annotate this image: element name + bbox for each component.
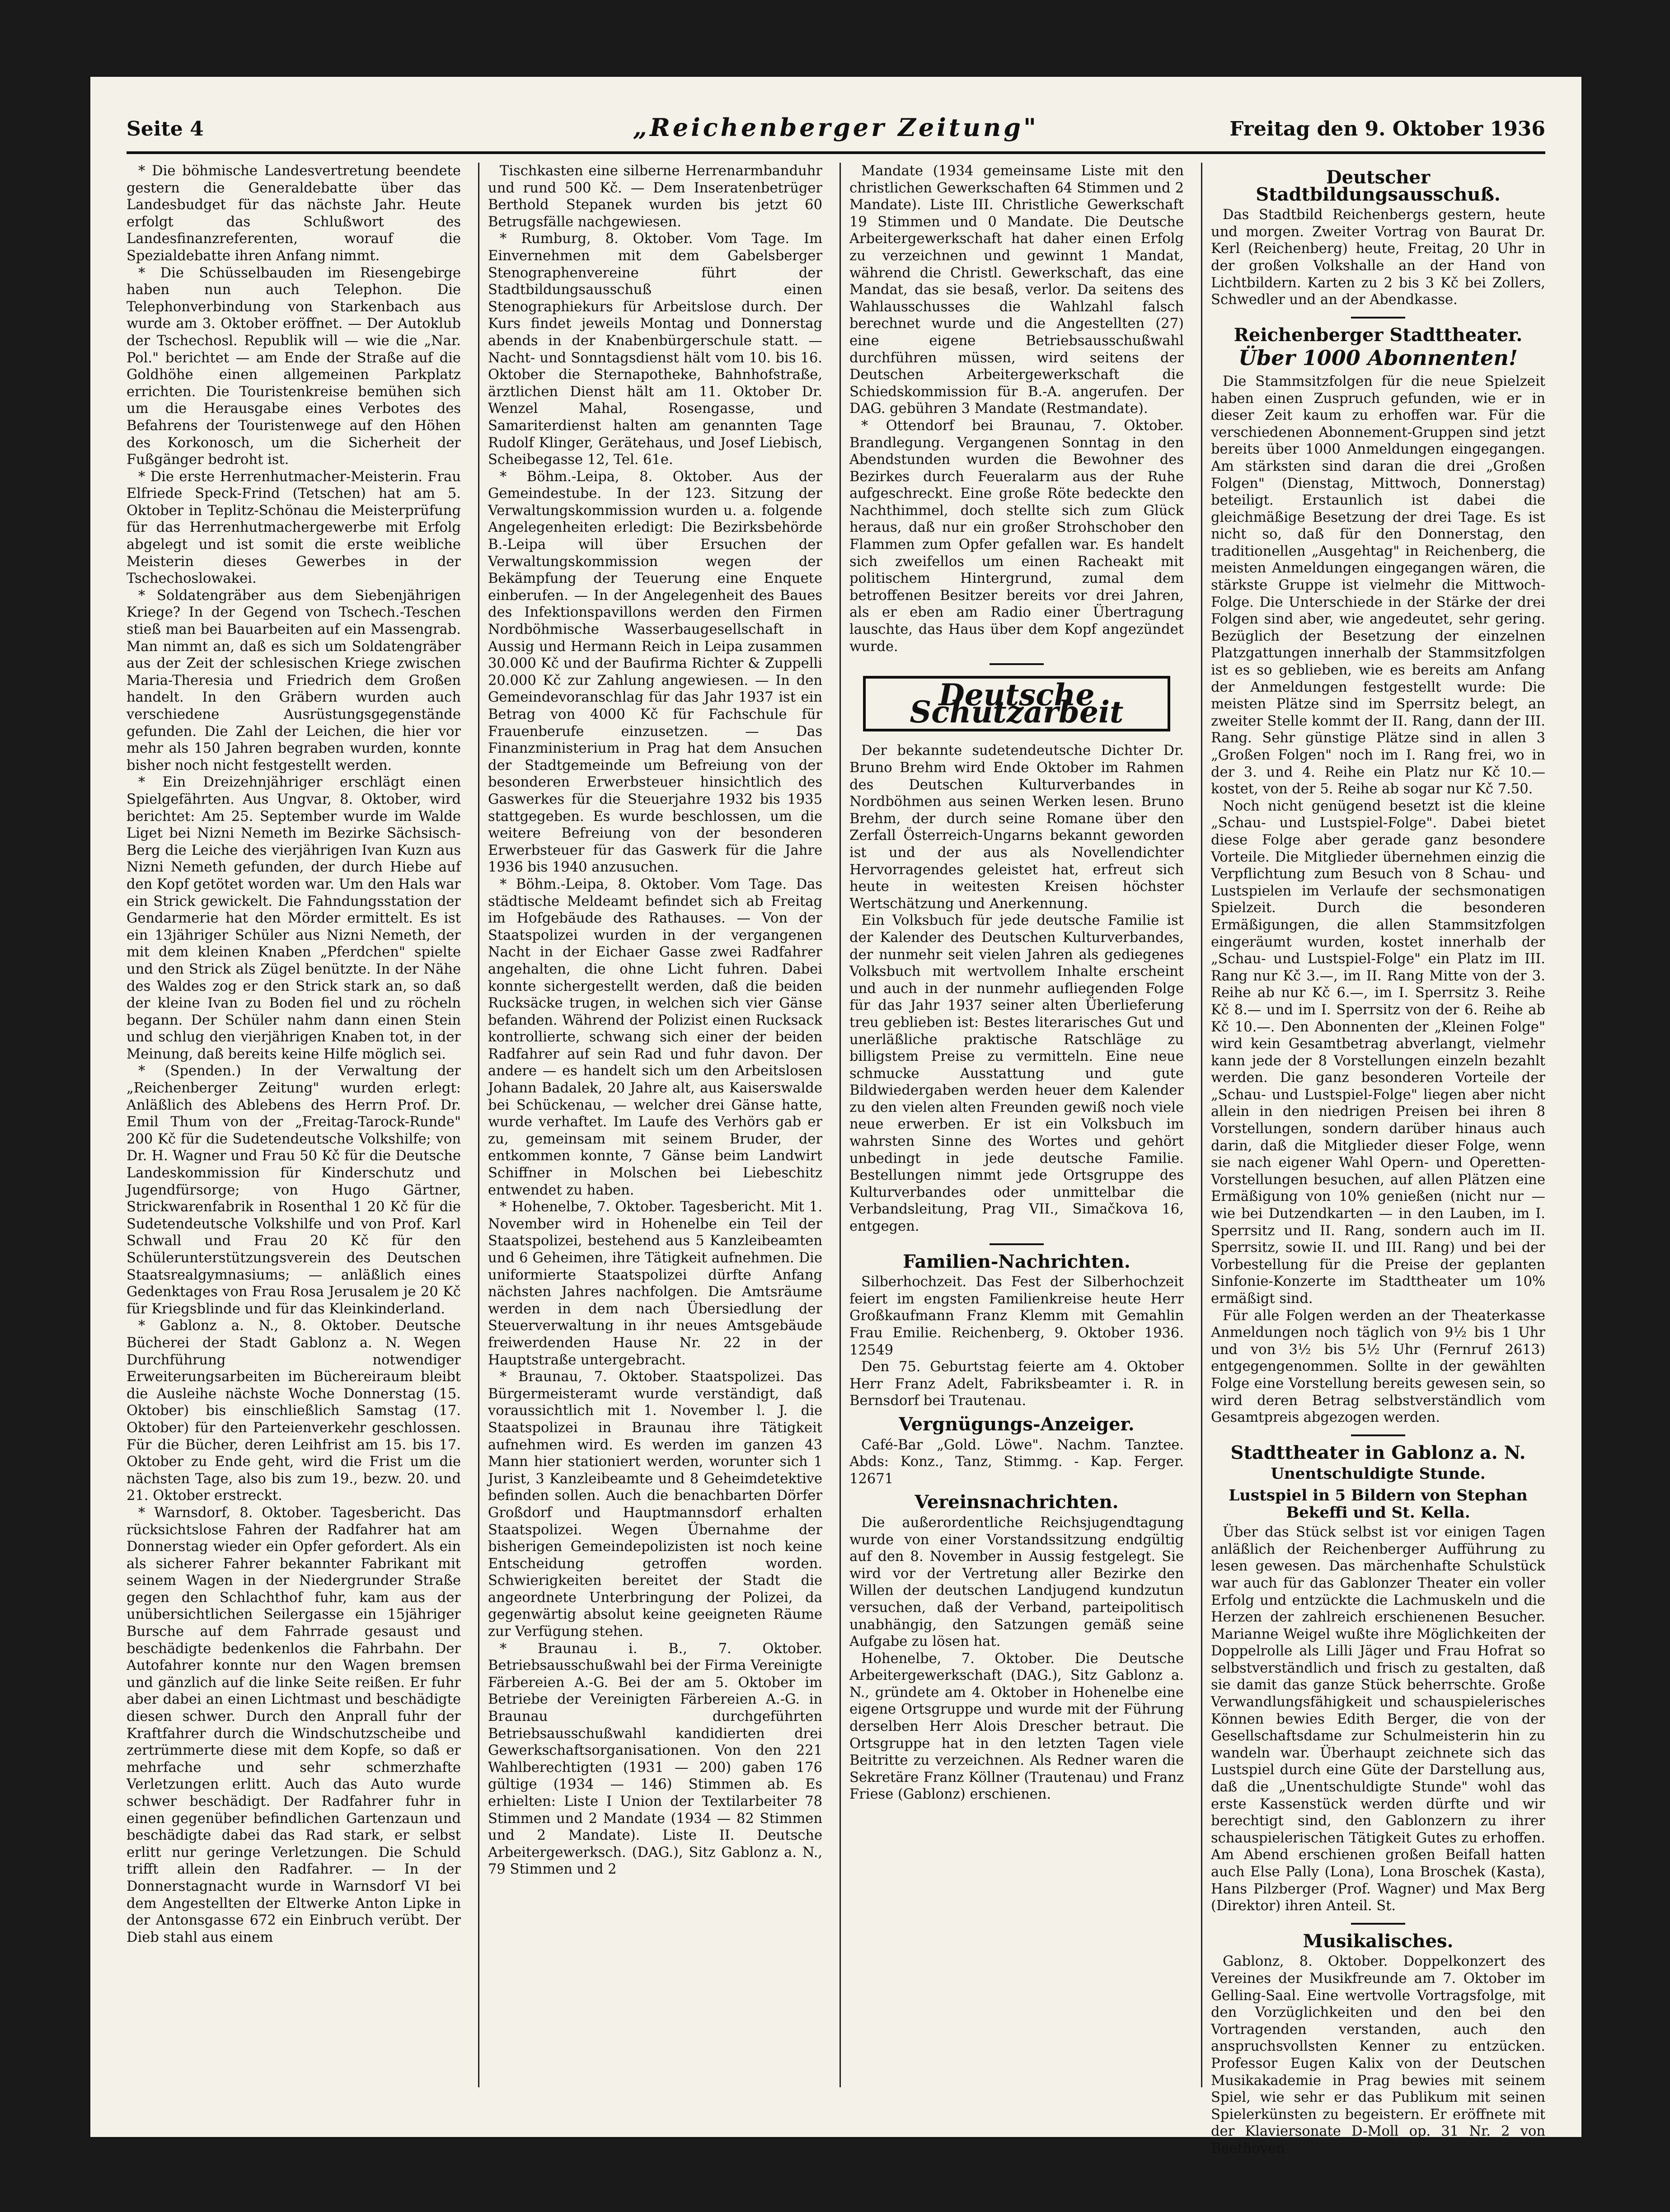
article: Mandate (1934 gemeinsame Liste mit den christlichen Gewerkschaften 64 Stimmen und 2 Mandate). Liste III. Christliche Gewerkschaft 19 Stimmen und 0 Mandate. Die Deutsche Arbeitergewerkschaft hat daher einen Erfolg zu verzeichnen und gewinnt 1 Mandat, während die Christl. Gewerkschaft, das eine Mandat, das sie besaß, verlor. Da seitens des Wahlausschusses die Wahlzahl falsch berechnet wurde und die Angestellten (27) eine eigene Betriebsausschußwahl durchführen müssen, wird seitens der Deutschen Arbeitergewerkschaft die Schiedskommission für B.-A. angerufen. Der DAG. gebühren 3 Mandate (Restmandate). (849, 163, 1184, 417)
notice: Das Stadtbild Reichenbergs gestern, heute und morgen. Zweiter Vortrag von Baurat Dr. Kerl (Reichenberg) heute, Freitag, 20 Uhr in der großen Volkshalle an der Hand von Lichtbildern. Karten zu 2 bis 3 Kč bei Zollers, Schwedler und an der Abendkasse. (1211, 207, 1545, 308)
article: Der bekannte sudetendeutsche Dichter Dr. Bruno Brehm wird Ende Oktober im Rahmen des Deutschen Kulturverbandes in Nordböhmen aus seinen Werken lesen. Bruno Brehm, der durch seine Romane über den Zerfall Österreich-Ungarns bekannt geworden ist und der aus als Novellendichter Hervorragendes geleistet hat, erfreut sich heute in weitesten Kreisen höchster Wertschätzung und Anerkennung. (849, 743, 1184, 912)
article: * Rumburg, 8. Oktober. Vom Tage. Im Einvernehmen mit dem Gabelsberger Stenographenvereine führt der Stadtbildungsausschuß einen Stenographiekurs für Arbeitslose durch. Der Kurs findet jeweils Montag und Donnerstag abends in der Knabenbürgerschule statt. — Nacht- und Sonntagsdienst hält vom 10. bis 16. Oktober die Sternapotheke, Bahnhofstraße, ärztlichen Dienst hält am 11. Oktober Dr. Wenzel Mahal, Rosengasse, und Samariterdienst halten am genannten Tage Rudolf Klinger, Gerätehaus, und Josef Liebisch, Scheibegasse 12, Tel. 61e. (488, 231, 822, 468)
section-heading: Stadttheater in Gablonz a. N. (1230, 1442, 1526, 1463)
article: * Hohenelbe, 7. Oktober. Tagesbericht. Mit 1. November wird in Hohenelbe ein Teil der Staatspolizei, bestehend aus 5 Kanzleibeamten und 6 Geheimen, ihre Tätigkeit aufnehmen. Die uniformierte Staatspolizei dürfte Anfang nächsten Jahres nachfolgen. Die Amtsräume werden in dem nach Übersiedlung der Steuerverwaltung in ihr neues Amtsgebäude freiwerdenden Hause Nr. 22 in der Hauptstraße untergebracht. (488, 1199, 822, 1368)
article: Über das Stück selbst ist vor einigen Tagen anläßlich der Reichenberger Aufführung zu lesen gewesen. Das märchenhafte Schulstück war auch für das Gablonzer Theater ein voller Erfolg und entzückte die Lachmuskeln und die Herzen der zahlreich erschienenen Besucher. Marianne Weigel wußte ihre Möglichkeiten der Doppelrolle als Lilli Jäger und Frau Hofrat so selbstverständlich und frisch zu gestalten, daß sie damit das ganze Stück beherrschte. Große Verwandlungsfähigkeit und schauspielerisches Können bewies Edith Berger, die von der Gesellschaftsdame zur Schulmeisterin hin zu wandeln war. Überhaupt zeichnete sich das Lustspiel durch eine Güte der Darstellung aus, daß die „Unentschuldigte Stunde" wohl das erste Kassenstück werden dürfte und wir berechtigt sind, den Gablonzern zu ihrer schauspielerischen Tätigkeit Gutes zu erhoffen. Am Abend erschienen großen Beifall hatten auch Else Pally (Lona), Lona Broschek (Kasta), Hans Pilzberger (Prof. Wagner) und Max Berg (Direktor) ihren Anteil. St. (1211, 1524, 1545, 1914)
notice: Den 75. Geburtstag feierte am 4. Oktober Herr Franz Adelt, Fabriksbeamter i. R. in Bernsdorf bei Trautenau. (849, 1359, 1184, 1409)
column-divider (840, 163, 841, 2087)
page-number: Seite 4 (127, 117, 204, 141)
article: Für alle Folgen werden an der Theaterkasse Anmeldungen noch täglich von 9½ bis 1 Uhr und von 3½ bis 5½ Uhr (Fernruf 2613) entgegengenommen. Sollte in der gewählten Folge eine Vorstellung bereits gewesen sein, so wird deren Betrag selbstverständlich vom Gesamtpreis abgezogen werden. (1211, 1308, 1545, 1426)
section-heading: Vereinsnachrichten. (915, 1491, 1119, 1513)
article: * Die böhmische Landesvertretung beendete gestern die Generaldebatte über das Landesbudget für das nächste Jahr. Heute erfolgt das Schlußwort des Landesfinanzreferenten, worauf die Spezialdebatte ihren Anfang nimmt. (127, 163, 461, 264)
newspaper-page (90, 77, 1581, 2156)
column-4 (1211, 163, 1545, 2156)
article: * Ottendorf bei Braunau, 7. Oktober. Brandlegung. Vergangenen Sonntag in den Abendstunden wurden die Bewohner des Bezirkes durch Feueralarm aus der Ruhe aufgeschreckt. Eine große Röte bedeckte den Nachthimmel, doch stellte sich zum Glück heraus, daß nur ein großer Strohschober den Flammen zum Opfer gefallen war. Es handelt sich zweifellos um einen Racheakt mit politischem Hintergrund, zumal dem betroffenen Besitzer bereits vor drei Jahren, als er eben am Radio einer Übertragung lauschte, das Haus über dem Kopf angezündet wurde. (849, 417, 1184, 655)
sub-heading: Unentschuldigte Stunde. (1271, 1465, 1486, 1483)
section-box-heading: Deutsche Schutzarbeit (863, 676, 1170, 731)
separator (990, 663, 1044, 665)
article: * (Spenden.) In der Verwaltung der „Reichenberger Zeitung" wurden erlegt: Anläßlich des Ablebens des Herrn Prof. Dr. Emil Thum von der „Freitag-Tarock-Runde" 200 Kč für die Sudetendeutsche Volkshilfe; von Dr. H. Wagner und Frau 50 Kč für die Deutsche Landeskommission für Kinderschutz und Jugendfürsorge; von Hugo Gärtner, Strickwarenfabrik in Rosenthal 1 20 Kč für die Sudetendeutsche Volkshilfe und von Prof. Karl Schwall und Frau 20 Kč für den Schülerunterstützungsverein des Deutschen Staatsrealgymnasiums; — anläßlich eines Gedenktages von Frau Rosa Jerusalem je 20 Kč für Kriegsblinde und für das Kleinkinderland. (127, 1063, 461, 1317)
article: * Böhm.-Leipa, 8. Oktober. Aus der Gemeindestube. In der 123. Sitzung der Verwaltungskommission wurden u. a. folgende Angelegenheiten erledigt: Die Bezirksbehörde B.-Leipa will über Ersuchen der Verwaltungskommission wegen der Bekämpfung der Teuerung eine Enquete einberufen. — In der Angelegenheit des Baues des Infektionspavillons werden den Firmen Nordböhmische Wasserbaugesellschaft in Aussig und Hermann Reich in Leipa zusammen 30.000 Kč und der Baufirma Richter & Zuppelli 20.000 Kč zur Zahlung angewiesen. — In den Gemeindevoranschlag für das Jahr 1937 ist ein Betrag von 4000 Kč für Fachschule für Frauenberufe einzusetzen. — Das Finanzministerium in Prag hat dem Ansuchen der Stadtgemeinde um Befreiung von der besonderen Erwerbsteuer hinsichtlich des Gaswerkes für die Steuerjahre 1932 bis 1935 stattgegeben. Es wurde beschlossen, um die weitere Befreiung von der besonderen Erwerbsteuer für das Gaswerk für die Jahre 1936 bis 1940 anzusuchen. (488, 469, 822, 876)
column-divider (478, 163, 479, 2087)
article: * Die Schüsselbauden im Riesengebirge haben nun auch Telephon. Die Telephonverbindung von Starkenbach aus wurde am 3. Oktober eröffnet. — Der Autoklub der Tschechosl. Republik will — wie die „Nar. Pol." berichtet — am Ende der Straße auf die Goldhöhe einen allgemeinen Parkplatz errichten. Die Touristenkreise bemühen sich um die Herausgabe eines Verbotes des Befahrens der Touristenwege auf den Höhen des Korkonosch, um die Sicherheit der Fußgänger bedroht ist. (127, 265, 461, 468)
separator (990, 1243, 1044, 1245)
separator (1351, 1434, 1405, 1436)
section-heading: Vergnügungs-Anzeiger. (899, 1413, 1135, 1435)
header-rule (127, 151, 1545, 154)
article: * Böhm.-Leipa, 8. Oktober. Vom Tage. Das städtische Meldeamt befindet sich ab Freitag im Hofgebäude des Rathauses. — Von der Staatspolizei wurden in der vergangenen Nacht in der Eichaer Gasse zwei Radfahrer angehalten, die ohne Licht fuhren. Dabei konnte sichergestellt werden, daß die beiden Rucksäcke trugen, in welchen sich vier Gänse befanden. Während der Polizist einen Rucksack kontrollierte, schwang sich einer der beiden Radfahrer auf sein Rad und fuhr davon. Der andere — es handelt sich um den Arbeitslosen Johann Badalek, 20 Jahre alt, aus Kaiserswalde bei Schückenau, — welcher drei Gänse hatte, wurde verhaftet. Im Laufe des Verhörs gab er zu, gemeinsam mit seinem Bruder, der entkommen konnte, 7 Gänse beim Landwirt Schiffner in Molschen bei Liebeschitz entwendet zu haben. (488, 876, 822, 1198)
section-heading: Reichenberger Stadttheater. (1234, 324, 1523, 346)
article: Gablonz, 8. Oktober. Doppelkonzert des Vereines der Musikfreunde am 7. Oktober im Gelling-Saal. Eine wertvolle Vortragsfolge, mit den Vorzüglichkeiten und den bei den Vortragenden verstanden, auch den anspruchsvollsten Kenner zu entzücken. Professor Eugen Kalix von der Deutschen Musikakademie in Prag bewies mit seinem Spiel, wie sehr er das Publikum mit seinen Spielerkünsten zu begeistern. Er eröffnete mit der Klaviersonate D-Moll op. 31 Nr. 2 von Beethoven (1211, 1954, 1545, 2156)
column-3 (849, 163, 1184, 2087)
notice: Silberhochzeit. Das Fest der Silberhochzeit feiert im engsten Familienkreise heute Herr Großkaufmann Franz Klemm mit Gemahlin Frau Emilie. Reichenberg, 9. Oktober 1936. 12549 (849, 1274, 1184, 1358)
notice: Café-Bar „Gold. Löwe". Nachm. Tanztee. Abds: Konz., Tanz, Stimmg. - Kap. Ferger. 12671 (849, 1437, 1184, 1487)
article: Noch nicht genügend besetzt ist die kleine „Schau- und Lustspiel-Folge". Dabei bietet diese Folge aber gerade ganz besondere Vorteile. Die Mitglieder übernehmen einzig die Verpflichtung zum Besuch von 8 Schau- und Lustspielen im Verlaufe der sechsmonatigen Spielzeit. Durch die besonderen Ermäßigungen, die allen Stammsitzfolgen eingeräumt wurden, kostet innerhalb der „Schau- und Lustspiel-Folge" ein Platz im III. Rang nur Kč 3.—, im II. Rang Mitte von der 3. Reihe ab nur Kč 6.—, im I. Sperrsitz 3. Reihe Kč 8.— und im I. Sperrsitz von der 6. Reihe ab Kč 10.—. Den Abonnenten der „Kleinen Folge" wird kein Gesamtbetrag abverlangt, vielmehr kann jede der 8 Vorstellungen einzeln bezahlt werden. Die ganz besonderen Vorteile der „Schau- und Lustspiel-Folge" liegen aber nicht allein in den niedrigen Preisen bei ihren 8 Vorstellungen, sondern darüber hinaus auch darin, daß die Mitglieder dieser Folge, wenn sie nach eigener Wahl Opern- und Operetten-Vorstellungen besuchen, auf allen Plätzen eine Ermäßigung von 10% genießen (nicht nur — wie bei Dutzendkarten — in den Lauben, im I. Sperrsitz und II. Rang, sondern auch im II. Sperrsitz, sowie II. und III. Rang) und bei der Vorbestellung für die Preise der geplanten Sinfonie-Konzerte im Stadttheater um 10% ermäßigt sind. (1211, 798, 1545, 1307)
article: * Braunau, 7. Oktober. Staatspolizei. Das Bürgermeisteramt wurde verständigt, daß voraussichtlich mit 1. November l. J. die Staatspolizei in Braunau ihre Tätigkeit aufnehmen wird. Es werden im ganzen 43 Mann hier stationiert werden, worunter sich 1 Jurist, 3 Kanzleibeamte und 8 Geheimdetektive befinden sollen. Auch die benachbarten Dörfer Großdorf und Hauptmannsdorf erhalten Staatspolizei. Wegen Übernahme der bisherigen Gemeindepolizisten ist noch keine Entscheidung getroffen worden. Schwierigkeiten bereitet der Stadt die angeordnete Unterbringung der Polizei, da gegenwärtig absolut keine geeigneten Räume zur Verfügung stehen. (488, 1369, 822, 1640)
article: * Braunau i. B., 7. Oktober. Betriebsausschußwahl bei der Firma Vereinigte Färbereien A.-G. Bei der am 5. Oktober im Betriebe der Vereinigten Färbereien A.-G. in Braunau durchgeführten Betriebsausschußwahl kandidierten drei Gewerkschaftsorganisationen. Von den 221 Wahlberechtigten (1931 — 200) gaben 176 gültige (1934 — 146) Stimmen ab. Es erhielten: Liste I Union der Textilarbeiter 78 Stimmen und 2 Mandate (1934 — 82 Stimmen und 2 Mandate). Liste II. Deutsche Arbeitergewerksch. (DAG.), Sitz Gablonz a. N., 79 Stimmen und 2 (488, 1640, 822, 1878)
column-1 (127, 163, 461, 2087)
article: Ein Volksbuch für jede deutsche Familie ist der Kalender des Deutschen Kulturverbandes, der nunmehr seit vielen Jahren als gediegenes Volksbuch mit wertvollem Inhalte erscheint und auch in der nunmehr aufliegenden Folge für das Jahr 1937 seiner alten Überlieferung treu geblieben ist: Bestes literarisches Gut und unerläßliche praktische Ratschläge zu billigstem Preise zu vermitteln. Eine neue schmucke Ausstattung und gute Bildwiedergaben werden heuer dem Kalender zu den vielen alten Freunden gewiß noch viele neue erwerben. Er ist ein Volksbuch im wahrsten Sinne des Wortes und gehört unbedingt in jede deutsche Familie. Bestellungen nimmt jede Ortsgruppe des Kulturverbandes oder unmittelbar die Verbandsleitung, Prag VII., Simačkova 16, entgegen. (849, 913, 1184, 1235)
page-header (127, 108, 1545, 149)
notice: Die außerordentliche Reichsjugendtagung wurde von einer Vorstandssitzung endgültig auf den 8. November in Aussig festgelegt. Sie wird vor der Vertretung aller Bezirke den Willen der deutschen Landjugend kundzutun versuchen, daß der Verband, parteipolitisch unabhängig, den Satzungen gemäß seine Aufgabe zu lösen hat. (849, 1514, 1184, 1650)
issue-date: Freitag den 9. Oktober 1936 (1229, 117, 1545, 141)
article: * Soldatengräber aus dem Siebenjährigen Kriege? In der Gegend von Tschech.-Teschen stieß man bei Bauarbeiten auf ein Massengrab. Man nimmt an, daß es sich um Soldatengräber aus der Zeit der schlesischen Kriege zwischen Maria-Theresia und Friedrich dem Großen handelt. In den Gräbern wurden auch verschiedene Ausrüstungsgegenstände gefunden. Die Zahl der Leichen, die hier vor mehr als 150 Jahren begraben wurden, konnte bisher noch nicht festgestellt werden. (127, 587, 461, 773)
separator (1351, 317, 1405, 319)
masthead: „Reichenberger Zeitung" (633, 113, 1039, 142)
article: * Warnsdorf, 8. Oktober. Tagesbericht. Das rücksichtslose Fahren der Radfahrer hat am Donnerstag wieder ein Opfer gefordert. Als ein als sicherer Fahrer bekannter Fabrikant mit seinem Wagen in der Niedergrunder Straße gegen den Schlachthof fuhr, kam aus der unübersichtlichen Seilergasse ein 15jähriger Bursche auf dem Fahrrade gesaust und beschädigte bedenkenlos die Fahrbahn. Der Autofahrer konnte nur den Wagen bremsen und gänzlich auf die linke Seite reißen. Er fuhr aber dabei an einen Lichtmast und beschädigte diesen schwer. Durch den Anprall fuhr der Kraftfahrer durch die Windschutzscheibe und zertrümmerte diese mit dem Kopfe, so daß er mehrfache und sehr schmerzhafte Verletzungen erlitt. Auch das Auto wurde schwer beschädigt. Der Radfahrer fuhr in einen gegenüber befindlichen Gartenzaun und beschädigte dabei das Rad stark, er selbst erlitt nur geringe Verletzungen. Die Schuld trifft allein den Radfahrer. — In der Donnerstagnacht wurde in Warnsdorf VI bei dem Angestellten der Eltwerke Anton Lipke in der Antonsgasse 672 ein Einbruch verübt. Der Dieb stahl aus einem (127, 1504, 461, 1945)
section-heading: Musikalisches. (1303, 1930, 1454, 1952)
article: * Gablonz a. N., 8. Oktober. Deutsche Bücherei der Stadt Gablonz a. N. Wegen Durchführung notwendiger Erweiterungsarbeiten im Büchereiraum bleibt die Ausleihe nächste Woche Donnerstag (15. Oktober) bis einschließlich Samstag (17. Oktober) für den Parteienverkehr geschlossen. Für die Bücher, deren Leihfrist am 15. bis 17. Oktober zu Ende geht, wird die Frist um die nächsten Tage, also bis zum 19., bezw. 20. und 21. Oktober erstreckt. (127, 1318, 461, 1504)
section-heading: Familien-Nachrichten. (903, 1251, 1131, 1272)
article: * Die erste Herrenhutmacher-Meisterin. Frau Elfriede Speck-Frind (Tetschen) hat am 5. Oktober in Teplitz-Schönau die Meisterprüfung für das Herrenhutmachergewerbe mit Erfolg abgelegt und ist somit die erste weibliche Meisterin dieses Gewerbes in der Tschechoslowakei. (127, 469, 461, 587)
notice: Hohenelbe, 7. Oktober. Die Deutsche Arbeitergewerkschaft (DAG.), Sitz Gablonz a. N., gründete am 4. Oktober in Hohenelbe eine eigene Ortsgruppe und wurde mit der Führung derselben Herr Alois Drescher betraut. Die Ortsgruppe hat in den letzten Tagen viele Beitritte zu verzeichnen. Als Redner waren die Sekretäre Franz Köllner (Trautenau) und Franz Friese (Gablonz) erschienen. (849, 1650, 1184, 1803)
article: Tischkasten eine silberne Herrenarmbanduhr und rund 500 Kč. — Dem Inseratenbetrüger Berthold Stepanek wurden bis jetzt 60 Betrugsfälle nachgewiesen. (488, 163, 822, 230)
separator (1351, 1923, 1405, 1925)
section-heading: Deutscher Stadtbildungsausschuß. (1256, 167, 1501, 205)
column-2 (488, 163, 822, 2087)
column-divider (1201, 163, 1202, 2087)
sub-heading: Lustspiel in 5 Bildern von Stephan Bekeffi und St. Kella. (1229, 1486, 1528, 1522)
article: * Ein Dreizehnjähriger erschlägt einen Spielgefährten. Aus Ungvar, 8. Oktober, wird berichtet: Am 25. September wurde im Walde Liget bei Nizni Nemeth im Bezirke Sächsisch-Berg die Leiche des vierjährigen Ivan Kuzn aus Nizni Nemeth gefunden, der durch Hiebe auf den Kopf getötet worden war. Um den Hals war ein Strick gewickelt. Die Fahndungsstation der Gendarmerie hat den Mörder ermittelt. Es ist ein 13jähriger Schüler aus Nizni Nemeth, der mit dem kleinen Knaben „Pferdchen" spielte und den Strick als Zügel benützte. In der Nähe des Waldes zog er den Strick stark an, so daß der kleine Ivan zu Boden fiel und zu röcheln begann. Der Schüler nahm dann einen Stein und schlug den vierjährigen Knaben tot, in der Meinung, daß bereits keine Hilfe möglich sei. (127, 774, 461, 1062)
article: Die Stammsitzfolgen für die neue Spielzeit haben einen Zuspruch gefunden, wie er in dieser Zeit kaum zu erhoffen war. Für die verschiedenen Abonnement-Gruppen sind jetzt bereits über 1000 Anmeldungen eingegangen. Am stärksten sind daran die drei „Großen Folgen" (Dienstag, Mittwoch, Donnerstag) beteiligt. Erstaunlich ist dabei die gleichmäßige Besetzung der drei Tage. Es ist nicht so, daß für den Donnerstag, den traditionellen „Ausgehtag" in Reichenberg, die meisten Anmeldungen eingegangen wären, die stärkste Gruppe ist vielmehr die Mittwoch-Folge. Die Unterschiede in der Stärke der drei Folgen sind aber, wie angedeutet, sehr gering. Bezüglich der Besetzung der einzelnen Platzgattungen innerhalb der Stammsitzfolgen ist es so geblieben, wie es bereits am Anfang der Anmeldungen festgestellt wurde: Die meisten Plätze sind im Sperrsitz belegt, an zweiter Stelle kommt der II. Rang, dann der III. Rang. Sehr günstige Plätze sind in allen 3 „Großen Folgen" noch im I. Rang frei, wo in der 3. und 4. Reihe ein Platz nur Kč 10.— kostet, von der 5. Reihe ab sogar nur Kč 7.50. (1211, 373, 1545, 797)
headline: Über 1000 Abonnenten! (1238, 346, 1518, 370)
